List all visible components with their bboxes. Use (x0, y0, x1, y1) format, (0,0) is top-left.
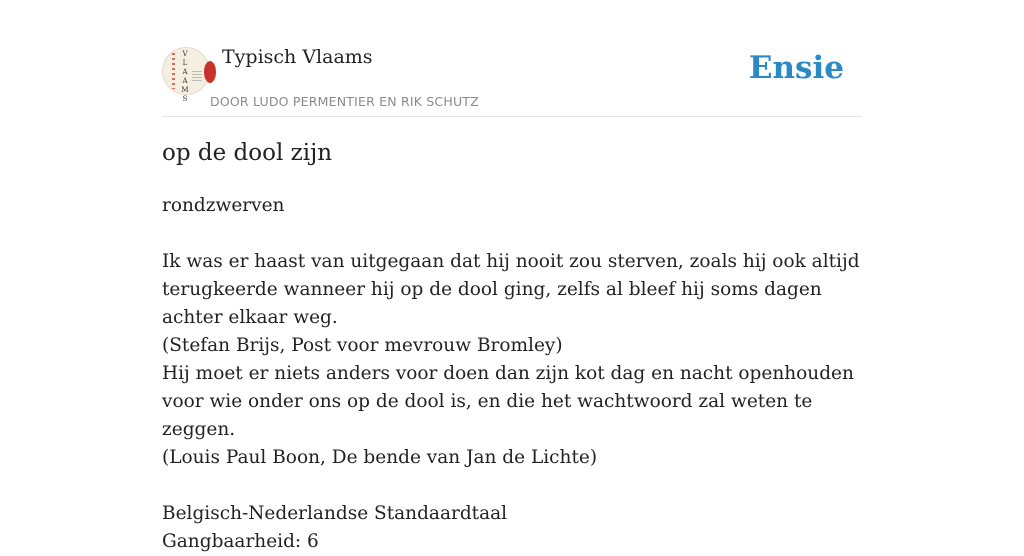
avatar-red-mark (204, 61, 216, 83)
blog-avatar[interactable] (162, 47, 210, 103)
avatar-logo-letters: V L A A M S (181, 50, 189, 103)
blog-authors: DOOR LUDO PERMENTIER EN RIK SCHUTZ (210, 94, 479, 109)
entry-quote-source: (Stefan Brijs, Post voor mevrouw Bromley) (162, 335, 563, 356)
avatar-text-lines (192, 71, 202, 83)
blog-name-link[interactable]: Typisch Vlaams (222, 46, 373, 68)
spacer (162, 472, 862, 500)
spacer (162, 220, 862, 248)
entry-category: Belgisch-Nederlandse Standaardtaal (162, 503, 508, 524)
entry-definition: rondzwerven (162, 195, 285, 216)
page (162, 0, 862, 552)
entry-body (162, 192, 862, 556)
avatar-decoration (172, 53, 175, 89)
ensie-logo-link[interactable]: Ensie (748, 50, 844, 86)
entry-quote-source: (Louis Paul Boon, De bende van Jan de Lichte) (162, 447, 598, 468)
blog-header (162, 0, 862, 117)
entry-title: op de dool zijn (162, 140, 333, 166)
entry-quote: Ik was er haast van uitgegaan dat hij nooit zou sterven, zoals hij ook altijd terugkeerde wanneer hij op de dool ging, zelfs al bleef hij soms dagen achter elkaar weg. (162, 251, 860, 328)
entry-quote: Hij moet er niets anders voor doen dan zijn kot dag en nacht openhouden voor wie onder ons op de dool is, en die het wachtwoord zal weten te zeggen. (162, 363, 854, 440)
entry-usage: Gangbaarheid: 6 (162, 531, 319, 552)
